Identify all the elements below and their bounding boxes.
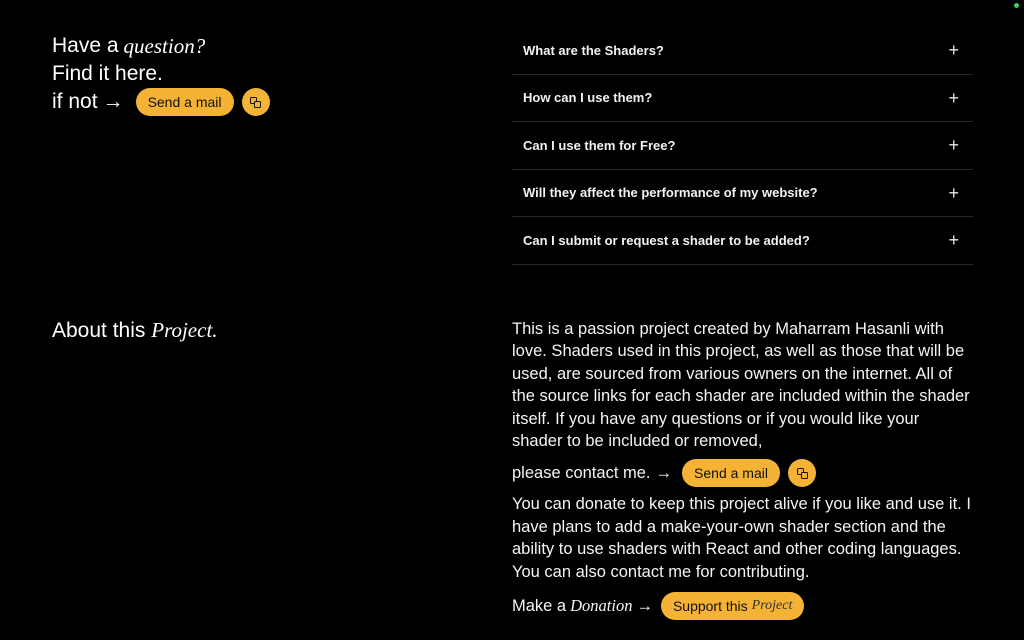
faq-item[interactable] (512, 217, 973, 265)
faq-question: Can I submit or request a shader to be added? (523, 232, 810, 248)
about-body (512, 318, 972, 620)
plus-icon: + (948, 135, 959, 156)
faq-question: Will they affect the performance of my website? (523, 185, 818, 201)
plus-icon: + (948, 230, 959, 251)
plus-icon: + (948, 40, 959, 61)
donate-italic: Donation (570, 595, 633, 615)
support-button-label: Support this (672, 597, 748, 614)
faq-header-line-3 (52, 88, 270, 116)
copy-email-button[interactable] (788, 459, 816, 487)
faq-question: What are the Shaders? (523, 42, 664, 58)
faq-list (512, 27, 973, 265)
about-title-italic: Project. (151, 318, 218, 342)
copy-icon (797, 468, 808, 479)
faq-item[interactable] (512, 75, 973, 123)
plus-icon: + (948, 87, 959, 108)
faq-header-italic: question? (123, 34, 206, 58)
about-title (52, 318, 218, 343)
faq-header-line-1 (52, 32, 270, 60)
status-dot (1014, 3, 1019, 8)
faq-header-line-2 (52, 60, 270, 88)
about-paragraph: This is a passion project created by Maharram Hasanli with love. Shaders used in this project, as well as those that will be used, are sourced from various owners on the internet. All of the source links for each shader are included within the shader itself. If you have any questions or if you would like your shader to be included or removed, (512, 320, 970, 451)
if-not-label: if not (52, 90, 98, 113)
arrow-right-icon: → (655, 464, 672, 483)
contact-row (512, 459, 972, 487)
donate-text: Make a (512, 596, 567, 615)
faq-question: How can I use them? (523, 90, 653, 106)
support-button-italic: Project (751, 597, 793, 613)
about-title-text: About this (52, 319, 146, 342)
donate-paragraph: You can donate to keep this project alive if you like and use it. I have plans to add a make-your-own shader section and the ability to use shaders with React and other coding languages. You can also contact me for contributing. (512, 495, 971, 581)
contact-text: please contact me. (512, 464, 651, 483)
faq-item[interactable] (512, 170, 973, 218)
faq-header (52, 32, 270, 116)
faq-question: Can I use them for Free? (523, 137, 676, 153)
copy-email-button[interactable] (242, 88, 270, 116)
copy-icon (250, 97, 261, 108)
donate-row (512, 592, 972, 620)
send-mail-button[interactable]: Send a mail (136, 88, 234, 116)
faq-header-subtitle: Find it here. (52, 62, 163, 85)
arrow-right-icon: → (636, 596, 653, 615)
faq-item[interactable] (512, 27, 973, 75)
faq-header-text: Have a (52, 34, 119, 57)
arrow-right-icon: → (102, 90, 124, 113)
faq-item[interactable] (512, 122, 973, 170)
plus-icon: + (948, 182, 959, 203)
support-project-button[interactable] (661, 592, 804, 620)
send-mail-button[interactable]: Send a mail (682, 459, 780, 487)
